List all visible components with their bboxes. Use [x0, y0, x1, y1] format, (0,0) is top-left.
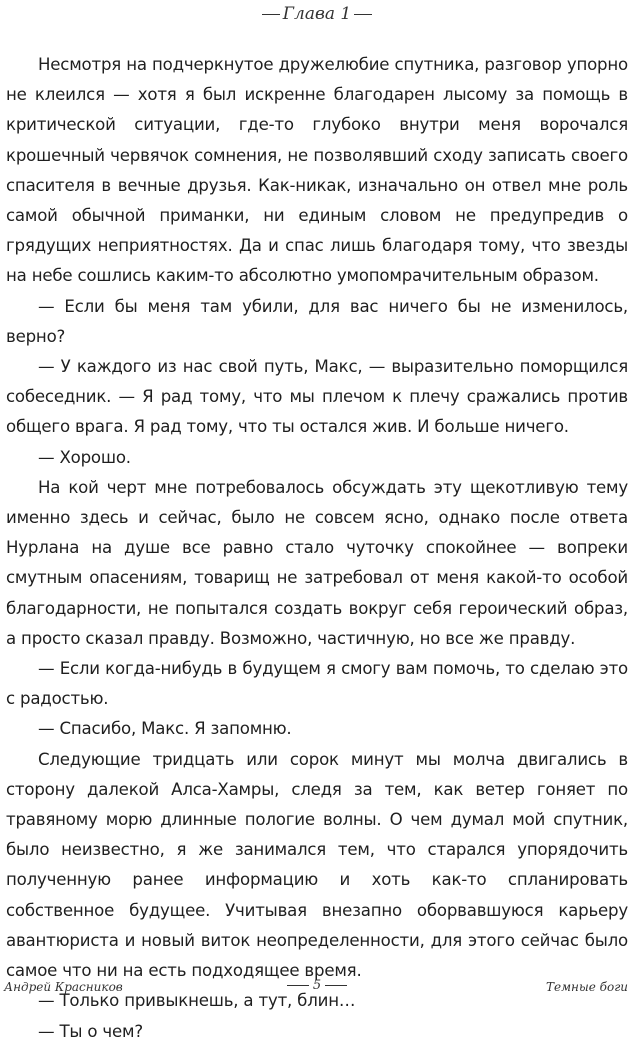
paragraph: — Ты о чем? — [38, 1021, 143, 1041]
page-number-dash-right — [325, 985, 347, 986]
running-footer — [0, 976, 634, 1000]
paragraph: — Хорошо. — [38, 447, 131, 467]
paragraph: Следующие тридцать или сорок минут мы молча двигались в сторону далекой Алса-Хамры, следя за тем, как ветер гоняет по травяному морю длинные пологие волны. О чем думал мой спутник, было неизвестно, я же занимался тем, что старался упорядочить полученную ранее информацию и хоть как-то спланировать собственное будущее. Учитывая внезапно оборвавшуюся карьеру авантюриста и новый виток неопределенности, для этого сейчас было самое что ни на есть подходящее время. — [6, 749, 628, 981]
page-number-value: 5 — [312, 978, 322, 993]
paragraph: — Только привыкнешь, а тут, блин… — [38, 991, 356, 1011]
page-number — [0, 978, 634, 993]
paragraph: — Если бы меня там убили, для вас ничего бы не изменилось, верно? — [6, 296, 628, 346]
footer-author: Андрей Красников — [4, 980, 123, 994]
page-body — [6, 50, 628, 1047]
chapter-title: Глава 1 — [282, 4, 352, 24]
paragraph: — Если когда-нибудь в будущем я смогу вам помочь, то сделаю это с радостью. — [6, 659, 628, 709]
paragraph: — Спасибо, Макс. Я запомню. — [38, 719, 292, 739]
running-header — [0, 4, 634, 24]
footer-book-title: Темные боги — [546, 980, 628, 994]
paragraph: Несмотря на подчеркнутое дружелюбие спутника, разговор упорно не клеился — хотя я был искренне благодарен лысому за помощь в критической ситуации, где-то глубоко внутри меня ворочался крошечный червячок сомнения, не позволявший сходу записать своего спасителя в вечные друзья. Как-никак, изначально он отвел мне роль самой обычной приманки, ни единым словом не предупредив о грядущих неприятностях. Да и спас лишь благодаря тому, что звезды на небе сошлись каким-то абсолютно умопомрачительным образом. — [6, 55, 628, 286]
header-dash-right — [354, 14, 372, 15]
paragraph: — У каждого из нас свой путь, Макс, — выразительно поморщился собеседник. — Я рад тому, что мы плечом к плечу сражались против общего врага. Я рад тому, что ты остался жив. И больше ничего. — [6, 357, 628, 437]
page-number-dash-left — [287, 985, 309, 986]
header-dash-left — [262, 14, 280, 15]
paragraph: На кой черт мне потребовалось обсуждать эту щекотливую тему именно здесь и сейчас, было не совсем ясно, однако после ответа Нурлана на душе все равно стало чуточку спокойнее — вопреки смутным опасениям, товарищ не затребовал от меня какой-то особой благодарности, не попытался создать вокруг себя героический образ, а просто сказал правду. Возможно, частичную, но все же правду. — [6, 477, 628, 648]
